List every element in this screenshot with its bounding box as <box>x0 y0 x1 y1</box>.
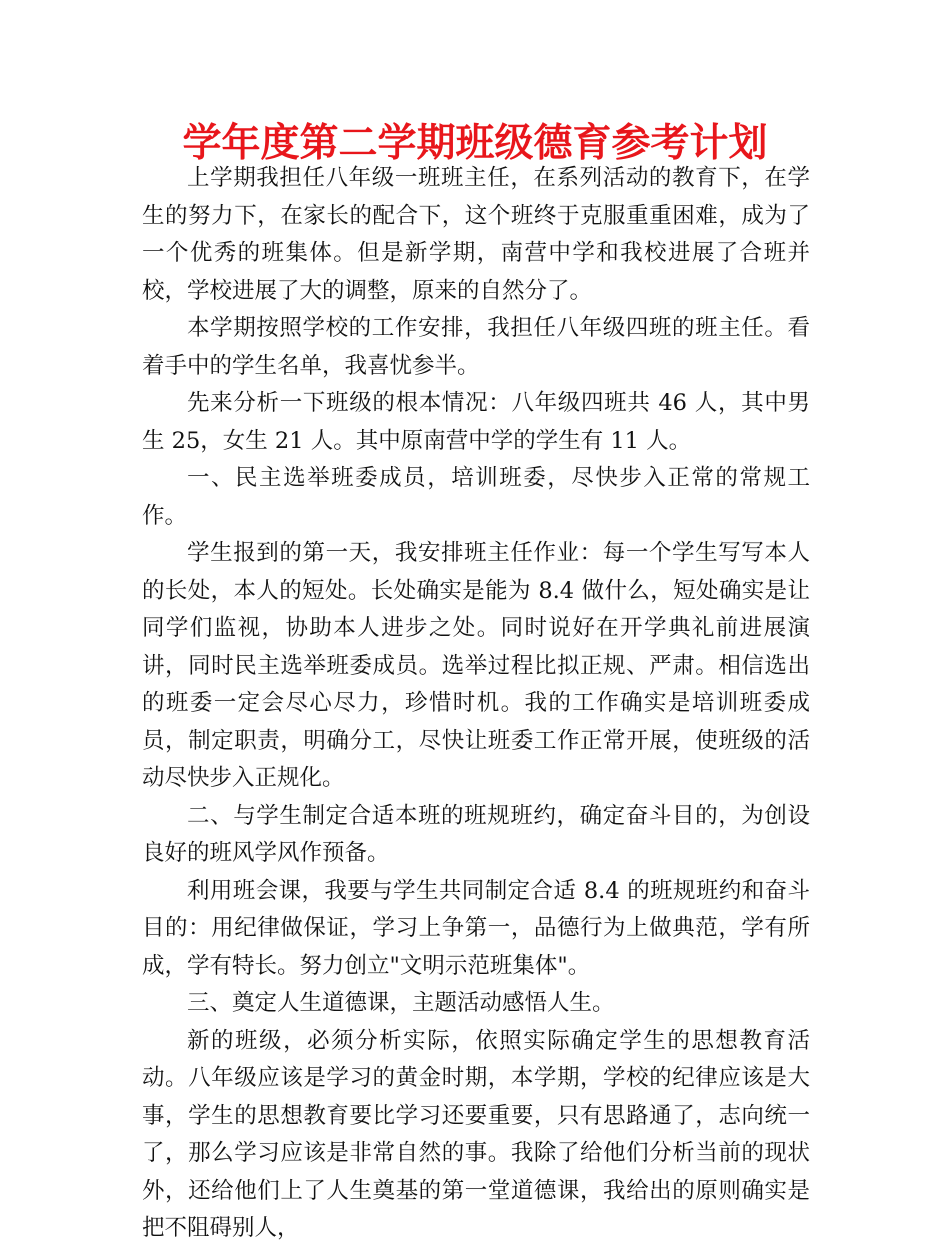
section-heading: 三、奠定人生道德课，主题活动感悟人生。 <box>187 990 615 1016</box>
paragraph: 先来分析一下班级的根本情况：八年级四班共 46 人，其中男生 25，女生 21 人。其中原南营中学的学生有 11 人。 <box>142 390 810 454</box>
document-body <box>142 160 810 1248</box>
paragraph: 学生报到的第一天，我安排班主任作业：每一个学生写写本人的长处，本人的短处。长处确实是能为 8.4 做什么，短处确实是让同学们监视，协助本人进步之处。同时说好在开学典礼前进展演讲，同时民主选举班委成员。选举过程比拟正规、严肃。相信选出的班委一定会尽心尽力，珍惜时机。我的工作确实是培训班委成员，制定职责，明确分工，尽快让班委工作正常开展，使班级的活动尽快步入正规化。 <box>142 540 810 791</box>
section-heading: 一、民主选举班委成员，培训班委，尽快步入正常的常规工作。 <box>142 465 810 529</box>
paragraph: 利用班会课，我要与学生共同制定合适 8.4 的班规班约和奋斗目的：用纪律做保证，学习上争第一，品德行为上做典范，学有所成，学有特长。努力创立"文明示范班集体"。 <box>142 877 810 979</box>
document-title: 学年度第二学期班级德育参考计划 <box>182 121 768 166</box>
paragraph: 上学期我担任八年级一班班主任，在系列活动的教育下，在学生的努力下，在家长的配合下，这个班终于克服重重困难，成为了一个优秀的班集体。但是新学期，南营中学和我校进展了合班并校，学校进展了大的调整，原来的自然分了。 <box>142 165 810 304</box>
section-heading: 二、与学生制定合适本班的班规班约，确定奋斗目的，为创设良好的班风学风作预备。 <box>142 802 810 866</box>
paragraph: 新的班级，必须分析实际，依照实际确定学生的思想教育活动。八年级应该是学习的黄金时期，本学期，学校的纪律应该是大事，学生的思想教育要比学习还要重要，只有思路通了，志向统一了，那么学习应该是非常自然的事。我除了给他们分析当前的现状外，还给他们上了人生奠基的第一堂道德课，我给出的原则确实是把不阻碍别人， <box>142 1027 810 1241</box>
paragraph: 本学期按照学校的工作安排，我担任八年级四班的班主任。看着手中的学生名单，我喜忧参半。 <box>142 315 810 379</box>
